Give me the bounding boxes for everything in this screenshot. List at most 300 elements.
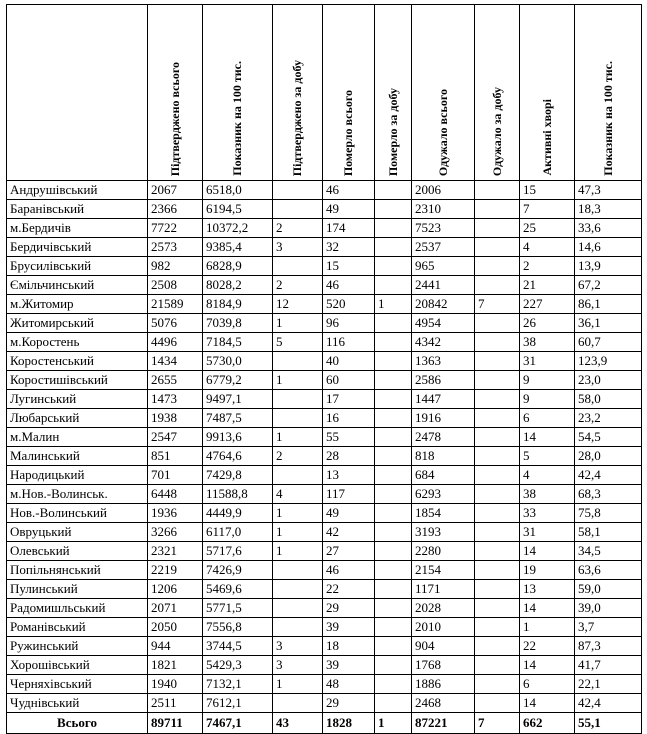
- value-cell: 7523: [412, 219, 475, 238]
- value-cell: 7039,8: [203, 314, 273, 333]
- column-header-label: Активні хворі: [539, 99, 554, 176]
- value-cell: [273, 599, 323, 618]
- value-cell: [475, 352, 520, 371]
- value-cell: [475, 561, 520, 580]
- value-cell: 2067: [148, 181, 203, 200]
- value-cell: [273, 352, 323, 371]
- value-cell: [475, 599, 520, 618]
- table-row: [7, 181, 642, 200]
- value-cell: 1473: [148, 390, 203, 409]
- table-row: [7, 561, 642, 580]
- value-cell: 6194,5: [203, 200, 273, 219]
- value-cell: 8028,2: [203, 276, 273, 295]
- value-cell: 22: [520, 637, 575, 656]
- value-cell: [475, 656, 520, 675]
- value-cell: 7612,1: [203, 694, 273, 713]
- value-cell: 7429,8: [203, 466, 273, 485]
- value-cell: 9497,1: [203, 390, 273, 409]
- district-name-cell: м.Коростень: [7, 333, 148, 352]
- value-cell: [375, 656, 412, 675]
- value-cell: 11588,8: [203, 485, 273, 504]
- total-value-cell: 55,1: [575, 713, 642, 734]
- value-cell: [375, 675, 412, 694]
- value-cell: 2219: [148, 561, 203, 580]
- value-cell: 96: [323, 314, 375, 333]
- value-cell: 40: [323, 352, 375, 371]
- value-cell: 6518,0: [203, 181, 273, 200]
- value-cell: [375, 504, 412, 523]
- district-name-cell: Черняхівський: [7, 675, 148, 694]
- value-cell: 49: [323, 200, 375, 219]
- value-cell: 1768: [412, 656, 475, 675]
- value-cell: 2537: [412, 238, 475, 257]
- value-cell: 4342: [412, 333, 475, 352]
- value-cell: 1363: [412, 352, 475, 371]
- value-cell: [375, 409, 412, 428]
- value-cell: 5469,6: [203, 580, 273, 599]
- value-cell: 7132,1: [203, 675, 273, 694]
- table-row: [7, 675, 642, 694]
- value-cell: 33: [520, 504, 575, 523]
- value-cell: 75,8: [575, 504, 642, 523]
- value-cell: 851: [148, 447, 203, 466]
- column-header-label: Померло всього: [341, 89, 355, 176]
- value-cell: 36,1: [575, 314, 642, 333]
- value-cell: [375, 447, 412, 466]
- value-cell: 1: [273, 314, 323, 333]
- total-value-cell: 7: [475, 713, 520, 734]
- value-cell: 982: [148, 257, 203, 276]
- value-cell: 39: [323, 618, 375, 637]
- value-cell: 6293: [412, 485, 475, 504]
- value-cell: 117: [323, 485, 375, 504]
- value-cell: 42: [323, 523, 375, 542]
- value-cell: [475, 485, 520, 504]
- value-cell: [273, 580, 323, 599]
- value-cell: [375, 599, 412, 618]
- table-row: [7, 599, 642, 618]
- value-cell: 18,3: [575, 200, 642, 219]
- value-cell: 2310: [412, 200, 475, 219]
- value-cell: 14: [520, 656, 575, 675]
- value-cell: [375, 542, 412, 561]
- value-cell: 5: [273, 333, 323, 352]
- district-name-cell: Радомишльський: [7, 599, 148, 618]
- value-cell: 1936: [148, 504, 203, 523]
- value-cell: 965: [412, 257, 475, 276]
- value-cell: [375, 390, 412, 409]
- column-header-label: Показник на 100 тис.: [600, 61, 615, 176]
- value-cell: [475, 371, 520, 390]
- value-cell: 1: [273, 504, 323, 523]
- value-cell: 2511: [148, 694, 203, 713]
- value-cell: 684: [412, 466, 475, 485]
- table-row: [7, 504, 642, 523]
- column-header-label: Підтверджено всього: [167, 61, 182, 176]
- value-cell: 49: [323, 504, 375, 523]
- value-cell: [475, 219, 520, 238]
- value-cell: 16: [323, 409, 375, 428]
- value-cell: [375, 200, 412, 219]
- value-cell: [475, 542, 520, 561]
- value-cell: [475, 675, 520, 694]
- value-cell: 1821: [148, 656, 203, 675]
- value-cell: 67,2: [575, 276, 642, 295]
- value-cell: 2508: [148, 276, 203, 295]
- value-cell: 6779,2: [203, 371, 273, 390]
- total-row: [7, 713, 642, 734]
- value-cell: 68,3: [575, 485, 642, 504]
- rate-per-100k-header: [203, 5, 273, 181]
- district-name-cell: Чуднівський: [7, 694, 148, 713]
- value-cell: 6828,9: [203, 257, 273, 276]
- value-cell: 9385,4: [203, 238, 273, 257]
- value-cell: 42,4: [575, 466, 642, 485]
- value-cell: 701: [148, 466, 203, 485]
- value-cell: 6: [520, 675, 575, 694]
- district-name-cell: Малинський: [7, 447, 148, 466]
- value-cell: 14: [520, 694, 575, 713]
- district-name-cell: Романівський: [7, 618, 148, 637]
- active-cases-header: [520, 5, 575, 181]
- value-cell: 46: [323, 276, 375, 295]
- column-header-label: Показник на 100 тис.: [230, 61, 244, 176]
- table-row: [7, 238, 642, 257]
- district-name-cell: Ружинський: [7, 637, 148, 656]
- value-cell: 59,0: [575, 580, 642, 599]
- value-cell: 38: [520, 485, 575, 504]
- table-row: [7, 276, 642, 295]
- value-cell: [375, 428, 412, 447]
- value-cell: 25: [520, 219, 575, 238]
- value-cell: [375, 219, 412, 238]
- table-row: [7, 447, 642, 466]
- column-header-label: Підтверджено за добу: [290, 59, 304, 176]
- value-cell: 1171: [412, 580, 475, 599]
- total-value-cell: 87221: [412, 713, 475, 734]
- value-cell: 22,1: [575, 675, 642, 694]
- value-cell: [475, 504, 520, 523]
- value-cell: [375, 485, 412, 504]
- value-cell: 3266: [148, 523, 203, 542]
- recovered-daily-header: [475, 5, 520, 181]
- value-cell: 5: [520, 447, 575, 466]
- value-cell: 2547: [148, 428, 203, 447]
- value-cell: 13: [323, 466, 375, 485]
- value-cell: 23,0: [575, 371, 642, 390]
- confirmed-daily-header: [273, 5, 323, 181]
- district-name-cell: Коростенський: [7, 352, 148, 371]
- value-cell: [475, 390, 520, 409]
- recovered-total-header: [412, 5, 475, 181]
- value-cell: 42,4: [575, 694, 642, 713]
- value-cell: [375, 371, 412, 390]
- deaths-daily-header: [375, 5, 412, 181]
- value-cell: [375, 637, 412, 656]
- value-cell: 1: [273, 675, 323, 694]
- value-cell: 15: [520, 181, 575, 200]
- table-row: [7, 466, 642, 485]
- deaths-total-header: [323, 5, 375, 181]
- value-cell: 2028: [412, 599, 475, 618]
- district-column-header: [7, 5, 148, 181]
- header-row: [7, 5, 642, 181]
- value-cell: 14: [520, 542, 575, 561]
- value-cell: [475, 466, 520, 485]
- table-row: [7, 390, 642, 409]
- value-cell: [375, 238, 412, 257]
- value-cell: 2321: [148, 542, 203, 561]
- value-cell: 4: [520, 466, 575, 485]
- table-row: [7, 352, 642, 371]
- district-name-cell: Нов.-Волинський: [7, 504, 148, 523]
- value-cell: [375, 561, 412, 580]
- value-cell: 58,0: [575, 390, 642, 409]
- total-value-cell: 1828: [323, 713, 375, 734]
- value-cell: 944: [148, 637, 203, 656]
- district-name-cell: Житомирський: [7, 314, 148, 333]
- district-name-cell: Ємільчинський: [7, 276, 148, 295]
- value-cell: 18: [323, 637, 375, 656]
- column-header-label: Одужало всього: [435, 88, 450, 176]
- value-cell: 3: [273, 238, 323, 257]
- active-rate-per-100k-header: [575, 5, 642, 181]
- value-cell: 5730,0: [203, 352, 273, 371]
- value-cell: 7487,5: [203, 409, 273, 428]
- value-cell: 2154: [412, 561, 475, 580]
- value-cell: 2441: [412, 276, 475, 295]
- value-cell: 21589: [148, 295, 203, 314]
- value-cell: [273, 390, 323, 409]
- value-cell: [475, 276, 520, 295]
- district-name-cell: Коростишівський: [7, 371, 148, 390]
- value-cell: 26: [520, 314, 575, 333]
- district-name-cell: Попільнянський: [7, 561, 148, 580]
- value-cell: 63,6: [575, 561, 642, 580]
- value-cell: [475, 618, 520, 637]
- value-cell: 1: [375, 295, 412, 314]
- value-cell: 14,6: [575, 238, 642, 257]
- value-cell: 46: [323, 181, 375, 200]
- value-cell: 14: [520, 599, 575, 618]
- value-cell: 1: [273, 542, 323, 561]
- value-cell: 2071: [148, 599, 203, 618]
- value-cell: [475, 238, 520, 257]
- value-cell: 9: [520, 390, 575, 409]
- value-cell: 116: [323, 333, 375, 352]
- district-name-cell: Любарський: [7, 409, 148, 428]
- value-cell: 9913,6: [203, 428, 273, 447]
- value-cell: 2: [273, 276, 323, 295]
- value-cell: 904: [412, 637, 475, 656]
- value-cell: 1447: [412, 390, 475, 409]
- value-cell: 41,7: [575, 656, 642, 675]
- table-row: [7, 333, 642, 352]
- value-cell: 10372,2: [203, 219, 273, 238]
- value-cell: 38: [520, 333, 575, 352]
- district-name-cell: Бердичівський: [7, 238, 148, 257]
- value-cell: [375, 257, 412, 276]
- value-cell: 15: [323, 257, 375, 276]
- district-name-cell: Лугинський: [7, 390, 148, 409]
- column-header-label: Одужало за добу: [489, 86, 504, 176]
- value-cell: 1938: [148, 409, 203, 428]
- column-header-label: Померло за добу: [385, 87, 400, 176]
- value-cell: 1: [273, 428, 323, 447]
- table-row: [7, 257, 642, 276]
- value-cell: 19: [520, 561, 575, 580]
- table-row: [7, 618, 642, 637]
- value-cell: 1940: [148, 675, 203, 694]
- district-name-cell: м.Бердичів: [7, 219, 148, 238]
- table-row: [7, 409, 642, 428]
- covid-statistics-table: [6, 4, 642, 734]
- value-cell: 5717,6: [203, 542, 273, 561]
- value-cell: [475, 580, 520, 599]
- total-label-cell: Всього: [7, 713, 148, 734]
- value-cell: 1: [520, 618, 575, 637]
- value-cell: [475, 257, 520, 276]
- value-cell: 2478: [412, 428, 475, 447]
- value-cell: 3744,5: [203, 637, 273, 656]
- value-cell: [375, 580, 412, 599]
- value-cell: 14: [520, 428, 575, 447]
- value-cell: [375, 276, 412, 295]
- table-row: [7, 371, 642, 390]
- value-cell: 8184,9: [203, 295, 273, 314]
- value-cell: [273, 561, 323, 580]
- value-cell: 86,1: [575, 295, 642, 314]
- value-cell: [475, 409, 520, 428]
- district-name-cell: м.Житомир: [7, 295, 148, 314]
- value-cell: 33,6: [575, 219, 642, 238]
- total-value-cell: 43: [273, 713, 323, 734]
- value-cell: 28,0: [575, 447, 642, 466]
- value-cell: 3,7: [575, 618, 642, 637]
- value-cell: 12: [273, 295, 323, 314]
- value-cell: 520: [323, 295, 375, 314]
- district-name-cell: м.Нов.-Волинськ.: [7, 485, 148, 504]
- value-cell: 1886: [412, 675, 475, 694]
- value-cell: 4954: [412, 314, 475, 333]
- value-cell: 48: [323, 675, 375, 694]
- value-cell: [273, 257, 323, 276]
- confirmed-total-header: [148, 5, 203, 181]
- value-cell: 2: [273, 447, 323, 466]
- value-cell: [475, 314, 520, 333]
- value-cell: 5429,3: [203, 656, 273, 675]
- table-row: [7, 428, 642, 447]
- table-row: [7, 637, 642, 656]
- table-row: [7, 295, 642, 314]
- district-name-cell: Народицький: [7, 466, 148, 485]
- value-cell: 31: [520, 523, 575, 542]
- total-value-cell: 89711: [148, 713, 203, 734]
- district-name-cell: м.Малин: [7, 428, 148, 447]
- table-row: [7, 314, 642, 333]
- value-cell: 20842: [412, 295, 475, 314]
- value-cell: 23,2: [575, 409, 642, 428]
- value-cell: 2468: [412, 694, 475, 713]
- value-cell: 4: [273, 485, 323, 504]
- table-row: [7, 219, 642, 238]
- value-cell: 17: [323, 390, 375, 409]
- value-cell: 2586: [412, 371, 475, 390]
- value-cell: 32: [323, 238, 375, 257]
- value-cell: 1: [273, 523, 323, 542]
- district-name-cell: Брусилівський: [7, 257, 148, 276]
- value-cell: 46: [323, 561, 375, 580]
- value-cell: 29: [323, 694, 375, 713]
- district-name-cell: Хорошівський: [7, 656, 148, 675]
- value-cell: [375, 694, 412, 713]
- value-cell: [273, 466, 323, 485]
- value-cell: [475, 200, 520, 219]
- value-cell: [375, 466, 412, 485]
- total-value-cell: 662: [520, 713, 575, 734]
- value-cell: 21: [520, 276, 575, 295]
- value-cell: [475, 523, 520, 542]
- value-cell: 4449,9: [203, 504, 273, 523]
- value-cell: 4: [520, 238, 575, 257]
- value-cell: 2366: [148, 200, 203, 219]
- district-name-cell: Олевський: [7, 542, 148, 561]
- value-cell: 28: [323, 447, 375, 466]
- value-cell: [475, 428, 520, 447]
- value-cell: 9: [520, 371, 575, 390]
- value-cell: 13: [520, 580, 575, 599]
- value-cell: [273, 618, 323, 637]
- value-cell: 2: [273, 219, 323, 238]
- value-cell: 7722: [148, 219, 203, 238]
- value-cell: 39: [323, 656, 375, 675]
- table-row: [7, 200, 642, 219]
- value-cell: [475, 333, 520, 352]
- value-cell: 1: [273, 371, 323, 390]
- value-cell: 7: [520, 200, 575, 219]
- value-cell: 54,5: [575, 428, 642, 447]
- total-value-cell: 7467,1: [203, 713, 273, 734]
- value-cell: 2010: [412, 618, 475, 637]
- value-cell: 31: [520, 352, 575, 371]
- value-cell: 1206: [148, 580, 203, 599]
- value-cell: 58,1: [575, 523, 642, 542]
- district-name-cell: Баранівський: [7, 200, 148, 219]
- value-cell: 13,9: [575, 257, 642, 276]
- value-cell: 123,9: [575, 352, 642, 371]
- value-cell: [475, 447, 520, 466]
- value-cell: 6117,0: [203, 523, 273, 542]
- value-cell: 7426,9: [203, 561, 273, 580]
- value-cell: 7: [475, 295, 520, 314]
- value-cell: 3: [273, 637, 323, 656]
- value-cell: 174: [323, 219, 375, 238]
- value-cell: 2655: [148, 371, 203, 390]
- value-cell: 227: [520, 295, 575, 314]
- table-row: [7, 542, 642, 561]
- value-cell: 5771,5: [203, 599, 273, 618]
- table-row: [7, 694, 642, 713]
- value-cell: 6448: [148, 485, 203, 504]
- value-cell: 1854: [412, 504, 475, 523]
- value-cell: 60: [323, 371, 375, 390]
- value-cell: [375, 314, 412, 333]
- value-cell: [375, 523, 412, 542]
- table-row: [7, 523, 642, 542]
- district-name-cell: Андрушівський: [7, 181, 148, 200]
- value-cell: 7184,5: [203, 333, 273, 352]
- value-cell: 4764,6: [203, 447, 273, 466]
